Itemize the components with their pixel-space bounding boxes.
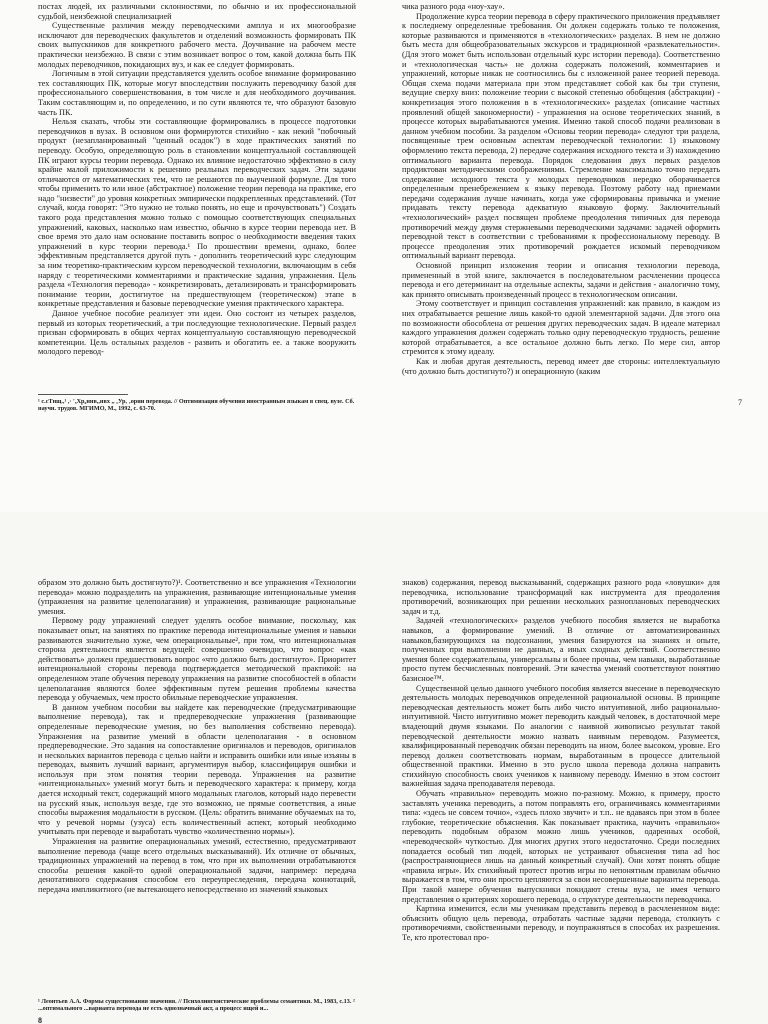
paragraph: чика разного рода «ноу-хау». <box>402 2 505 11</box>
page-7-footnote: ¹ с.сТнщ.,¹ ,· '₅Хр₆ннв,,нвх ,, ₁Ур₇ ₇ории перевода. // Оптимизация обучения иностранным языкам в спец. вузе. Сб. научн. трудов. МГИМО, М., 1992, с. 63-70. <box>38 398 355 413</box>
paragraph: Как и любая другая деятельность, перевод имеет две стороны: интеллектуальную (что должно быть достигнуто?) и операционную (каким <box>402 356 720 376</box>
page-8-left-column <box>38 578 356 895</box>
footnote-rule <box>38 394 128 395</box>
paragraph: образом это должно быть достигнуто?)¹. Соответственно и все упражнения «Технологии перевода» можно подразделить на упражнения, развивающие интенциональные умения (упражнения на развитие целеполагания) и упражнения, развивающие рациональные умения. <box>38 578 356 616</box>
paragraph: Логичным в этой ситуации представляется уделить особое внимание формированию тех составляющих ПК, которые могут впоследствии послужить переводчику базой для профессионального совершенствования, в том числе и для необходимого доучивания. Таким составляющим и, по определению, и по сути являются те, что образуют базовую часть ПК. <box>38 69 356 117</box>
paragraph: Картина изменится, если мы ученикам представить перевод в расчлененном виде: объяснить общую цель перевода, отработать частные задачи перевода, столкнуть с противоречиями, свойственными переводу, и поупражняться в способах их разрешения. Те, кто протестовал про- <box>402 904 720 942</box>
page-7-right-column <box>402 2 720 376</box>
paragraph: Упражнения на развитие операциональных умений, естественно, предусматривают выполнение перевода (чаще всего отдельных высказываний). Их отличие от обычных, традиционных упражнений на перевод в том, что при их выполнении отрабатываются способы решения какой-то одной операциональной задачи, например: передача денотативного содержания способом его переупреследения, передача коннотаций, передача импликитного (не вытекающего непосредственно из значений языковых <box>38 837 356 894</box>
paragraph: Существенные различия между переводческими амплуа и их многообразие исключают для переводческих факультетов и отделений возможность формировать ПК своих выпускников для конкретного рабочего места. Доучивание на рабочем месте практически неизбежно. В связи с этим возникает вопрос о том, какой должна быть ПК молодых переводчиков, покидающих вуз, и как ее следует формировать. <box>38 21 356 69</box>
paragraph: Данное учебное пособие реализует эти идеи. Оно состоит из четырех разделов, первый из которых теоретический, а три последующие технологические. Первый раздел призван сформировать в общих чертах концептуальную составляющую переводческой компетенции. Цель остальных разделов - развить и обогатить ее. а также вооружить молодого перевод- <box>38 309 356 357</box>
page-8 <box>0 512 768 1024</box>
page-number: 7 <box>738 398 742 407</box>
paragraph: Задачей «технологических» разделов учебного пособия является не выработка навыков, а формирование умений. В отличие от автоматизированных навыков,базирующихся на подсознании, умения базируются на знаниях и опыте, полученных при выполнении не данных, а иных сходных действий. Соответственно умения более содержательны, универсальны и более прочны, чем навыки, выработанные просто путем бесчисленных повторений. Эти качества умений соответствуют понятию базисное™. <box>402 616 720 683</box>
page-number: 8 <box>38 1016 42 1024</box>
paragraph: В данном учебном пособии вы найдете как переводческие (предусматривающие выполнение перевода), так и предпереводческие упражнения (развивающие определенные переводческие умения, но без выполнения собственно перевода). Упражнения на развитие умений в области целеполагания - в основном предпереводческие. Это задания на сопоставление оригиналов и переводов, оригиналов и нескольких вариантов перевода с целью найти и исправить ошибки или иные изъяны в переводах, выявить лучший вариант, аргументируя выбор, классифицируя ошибки и используя при этом понятия теории перевода. Упражнения на развитие «интенциональных» умений могут быть и переводческого характера: к примеру, когда дается исходный текст, содержащий много модальных глаголов, который надо перевести на русский язык, используя везде, где это возможно, не прямые соответствия, а иные способы выражения модальности в русском. (Цель: обратить внимание обучаемых на то, что у речевой нормы (узуса) есть количественный аспект, который необходимо учитывать при переводе и выработать чувство «количественно нормы»). <box>38 702 356 837</box>
paragraph: Этому соответствует и принцип составления упражнений: как правило, в каждом из них отрабатывается решение лишь какой-то одной элементарной задачи. Для этого она по возможности обособлена от решения других переводческих задач. В идеале материал каждого упражнения должен содержать только одну переводческую трудность, решение которой отрабатывается, а все остальное должно быть легко. По мере сил, автор стремится к этому идеалу. <box>402 299 720 357</box>
paragraph: Обучать «правильно» переводить можно по-разному. Можно, к примеру, просто заставлять ученика переводить, а потом поправлять его, ограничиваясь комментариями типа: «здесь не совсем точно», «здесь плохо звучит» и т.п.. не вдаваясь при этом в более глубокие, теоретические объяснения. Как показывает практика, научить «правильно» переводить подобным образом можно лишь учеников, одаренных особой, «переводческой» чуткостью. Для многих других этого недостаточно. Среди последних попадается особый тип людей, которых не устраивают объяснения типа ad hoc (распространяющиеся лишь на данный конкретный случай). Они хотят понять общие «правила игры». Их стихийный протест против игры по непонятным правилам обычно выражается в том, что они просто цепляются за свои несовершенные варианты перевода. При такой манере обучения выпускники покидают стены вуза, не имея четкого представления о критериях хорошего перевода, о структуре деятельности переводчика. <box>402 789 720 904</box>
page-7-left-column <box>38 2 356 357</box>
paragraph: постах людей, их различными склонностями, по обычно и их профессиональной судьбой, неизбежной специализацией <box>38 2 356 21</box>
paragraph: знаков) содержания, перевод высказываний, содержащих разного рода «ловушки» для переводчика, использование трансформаций как инструмента для преодоления противоречий, возникающих при решении нескольких разноплановых переводческих задач и т.д. <box>402 578 720 616</box>
page-8-right-column <box>402 578 720 943</box>
paragraph: Основной принцип изложения теории и описания технологии перевода, примененный в этой книге, заключается в последовательном расчленении процесса перевода и его детерминант на отдельные аспекты, задачи и действия - аналогично тому, как принято описывать произведенный процесс в технологическом описании. <box>402 261 720 299</box>
paragraph: Первому роду упражнений следует уделять особое внимание, поскольку, как показывает опыт, на занятиях по практике перевода интенциональные умения и навыки развиваются значительно хуже, чем операциональные², при том, что интенциональная сторона деятельности является ведущей: совершенно очевидно, что вопрос «как действовать» должен предшествовать вопрос «что должно быть достигнуто». Приоритет интенциональной стороны перевода подтверждается методической практикой: на определенном этапе обучения переводу упражнения на развитие способностей в области целеполагания являются более эффективным путем решения проблемы качества перевода у обучаемых, чем просто обильные переводческие упражнения. <box>38 616 356 703</box>
paragraph: Продолжение курса теории перевода в сферу практического приложения предъявляет к последнему определенные требования. Он должен содержать только те положения, которые развиваются и применяются в «технологических» разделах. В нем не должно быть места для общеобразовательных экскурсов и традиционной «развлекательности». (Для этого может быть использован отдельный курс истории перевода). Соответственно и «технологическая часть» не должна содержать положений, комментариев и упражнений, которые никак не соотносились бы с изложенной ранее теорией перевода. Общая схема подачи материала при этом представляет собой как бы три ступени, ведущие сверху вниз: положение теории с высокой степенью обобщения (абстракции) - конкретизация этого положения в в «технологических» разделах (описание частных проявлений общей закономерности) - упражнения на основе теоретических знаний, в процессе которых вырабатываются умения. Именно такой способ подачи реализован в данном учебном пособии. За разделом «Основы теории перевода» следуют три раздела, посвященные трем основным аспектам переводческой технологии: 1) языковому оформлению текста перевода, 2) передаче содержания исходного текста и 3) нахождению оптимального варианта перевода. Порядок следования двух первых разделов продиктован методическими соображениями. Стремление максимально точно передать содержание исходного текста у молодых переводчиков нередко оборачивается определенным пренебрежением к языку перевода. Поэтому работу над приемами передачи содержания лучше начинать, когда уже сформированы привычка и умение придавать тексту перевода адекватную языковую форму. Заключительный «технологический» раздел посвящен проблеме преодоления типичных для перевода противоречий между двумя стержневыми переводческими задачами: задачей оформить переводной текст в соответствии с требованиями к профессиональному переводу. В процессе преодоления этих противоречий рождается искомый переводчиком оптимальный вариант перевода. <box>402 11 720 261</box>
paragraph: Существенной целью данного учебного пособия является внесение в переводческую деятельность молодых переводчиков определенной рациональной основы. В принципе переводческая деятельность может быть либо чисто интуитивной, либо рационально-интуитивной. Чисто интуитивно может переводить каждый человек, в достаточной мере владеющий двумя языками. По аналогии с наивной живописью результат такой переводческой деятельности можно назвать наивным переводом. Разумеется, квалифицированный переводчик обязан переводить на ином, более высоком, уровне. Его перевод должен соответствовать нормам, выработанным в процессе длительной общественной практики. Именно в это русло школа перевода должна направить стихийную способность своих учеников к наивному переводу. Именно в этом состоит важнейшая задача преподавателя перевода. <box>402 683 720 789</box>
paragraph: Нельзя сказать, чтобы эти составляющие формировались в процессе подготовки переводчиков в вузах. В основном они формируются стихийно - как некий "побочный продукт (незапланированный "ценный осадок") в ходе практических занятий по переводу. Особую, определяющую роль в становлении концептуальной составляющей ПК играют курсы теории перевода. Однако их влияние недостаточно эффективно в силу крайне малой приложимости к решению реальных переводческих задач. Эти задачи отличаются от математических тем, что не решаются по выученной формуле. Для того чтобы применить то или иное (абстрактное) положение теории перевода на практике, его надо "низвести" до уровня конкретных эмпирически подкрепленных представлений. (Тот случай, когда говорят: "Это нужно не только понять, но еще и прочувствовать") Создать такого рода представления можно только с помощью соответствующих специальных упражнений, каковых, насколько нам известно, обычно в курсе теории перевода нет. В свое время это дало нам основание поставить вопрос о необходимости введения таких упражнений в курс теории перевода.¹ По прошествии времени, однако, более эффективным представляется другой путь - дополнить теоретический курс следующим за ним теоретико-практическим курсом переводческой технологии, включающим в себя наряду с теоретическими комментариями и практические задания, упражнения. Цель раздела «Технология перевода» - конкретизировать, детализировать и трансформировать понимание теории, достигнутое на предшествующем (теоретическом) этапе в конкретные представления и базовые переводческие умения практического характера. <box>38 117 356 309</box>
page-8-footnote: ¹ Леонтьев А.А. Формы существования значения. // Психолингвистические проблемы семантики. М., 1983, с.13. ² ...оптимального ...варианта перевода не есть однозначный акт, а процесс ищей и... <box>38 998 355 1013</box>
